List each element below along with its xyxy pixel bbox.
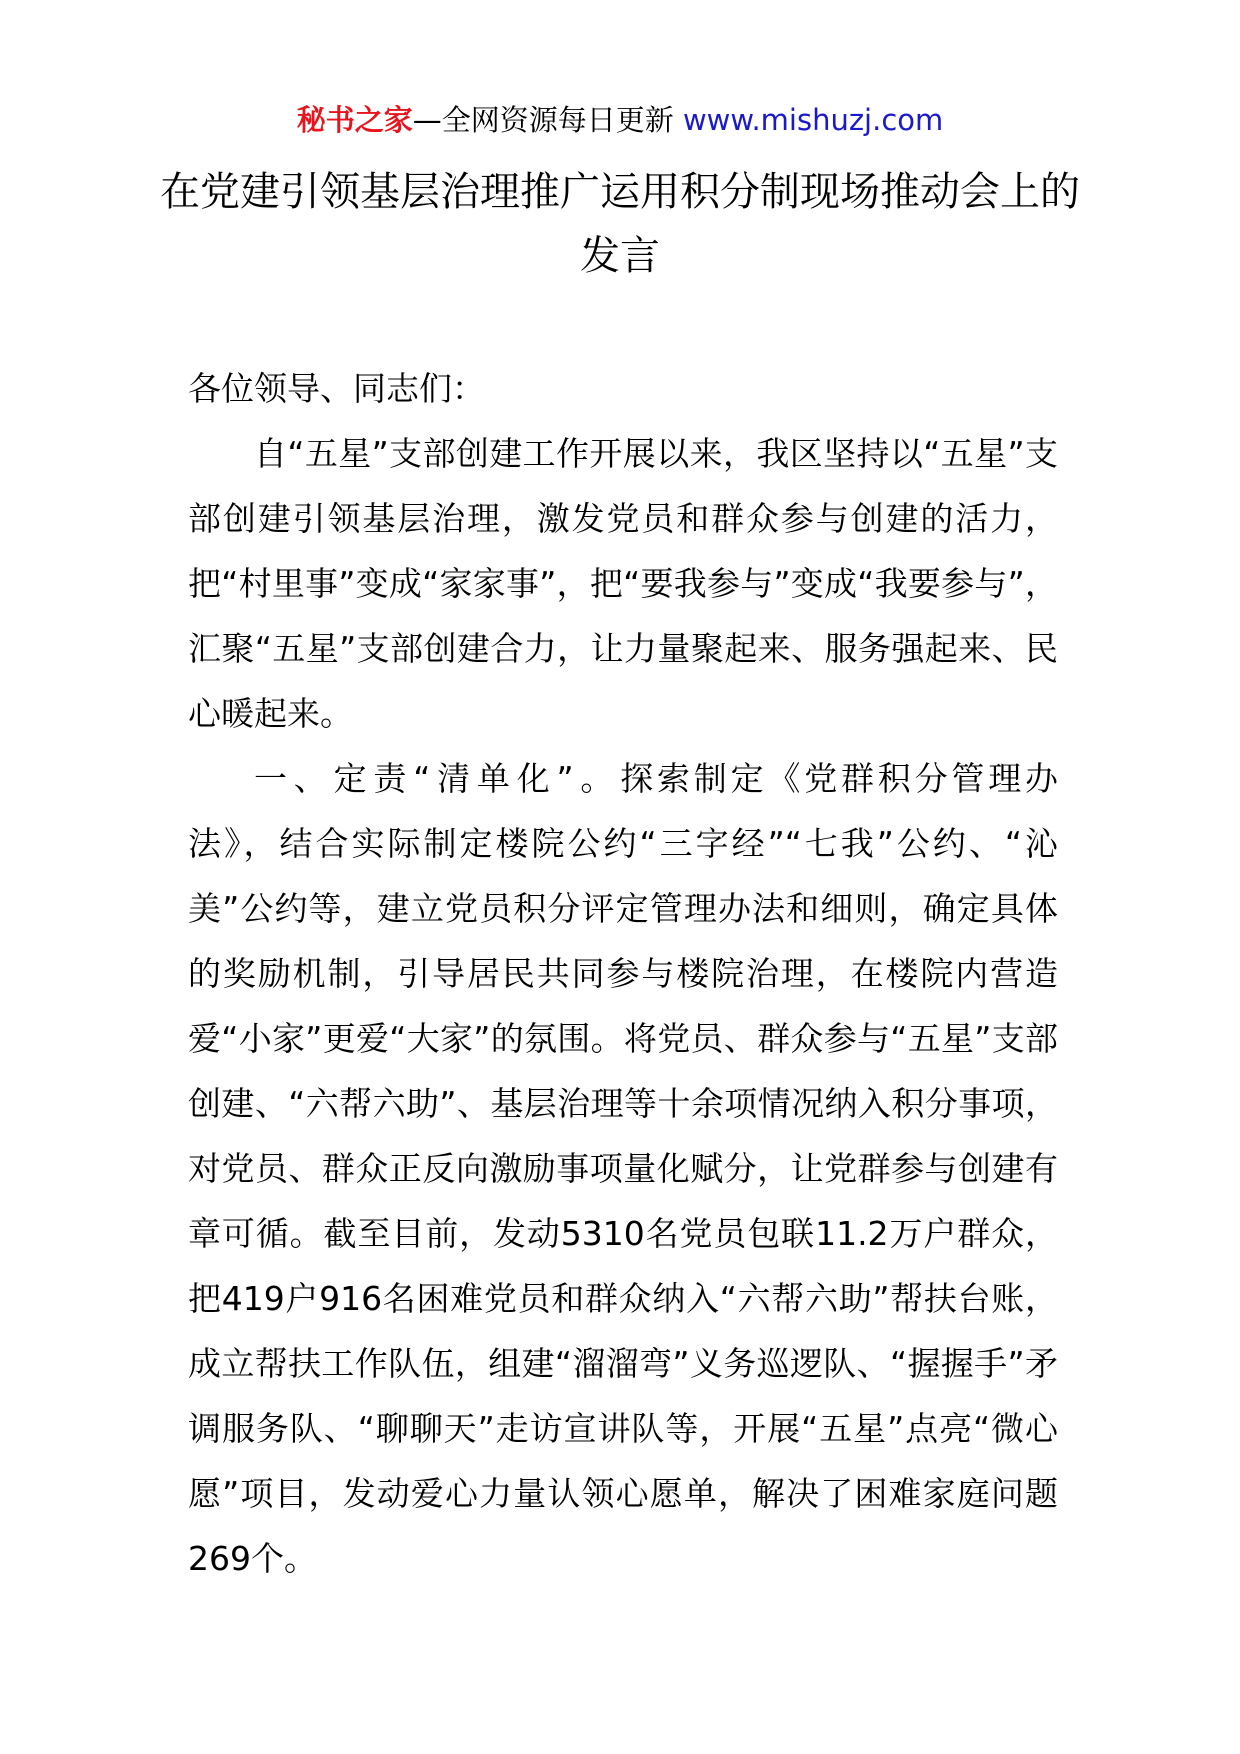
watermark-header [0, 100, 1240, 140]
section-1-body: 探索制定《党群积分管理办法》，结合实际制定楼院公约“三字经”“七我”公约、“沁美”公约等，建立党员积分评定管理办法和细则，确定具体的奖励机制，引导居民共同参与楼院治理，在楼院内营造爱“小家”更爱“大家”的氛围。将党员、群众参与“五星”支部创建、“六帮六助”、基层治理等十余项情况纳入积分事项，对党员、群众正反向激励事项量化赋分，让党群参与创建有章可循。截至目前，发动5310名党员包联11.2万户群众，把419户916名困难党员和群众纳入“六帮六助”帮扶台账，成立帮扶工作队伍，组建“溜溜弯”义务巡逻队、“握握手”矛调服务队、“聊聊天”走访宣讲队等，开展“五星”点亮“微心愿”项目，发动爱心力量认领心愿单，解决了困难家庭问题269个。 [188, 759, 1059, 1578]
document-title: 在党建引领基层治理推广运用积分制现场推动会上的发言 [160, 169, 1080, 279]
site-url-link[interactable]: www.mishuzj.com [682, 103, 944, 137]
section-1-heading: 一、定责“清单化”。 [254, 759, 621, 798]
section-1-paragraph [188, 746, 1058, 1591]
salutation: 各位领导、同志们： [188, 369, 485, 408]
site-brand: 秘书之家 [296, 103, 413, 137]
document-body [188, 356, 1058, 1591]
intro-paragraph: 自“五星”支部创建工作开展以来，我区坚持以“五星”支部创建引领基层治理，激发党员和群众参与创建的活力，把“村里事”变成“家家事”，把“要我参与”变成“我要参与”，汇聚“五星”支部创建合力，让力量聚起来、服务强起来、民心暖起来。 [188, 434, 1058, 733]
site-tagline: —全网资源每日更新 [412, 103, 674, 137]
